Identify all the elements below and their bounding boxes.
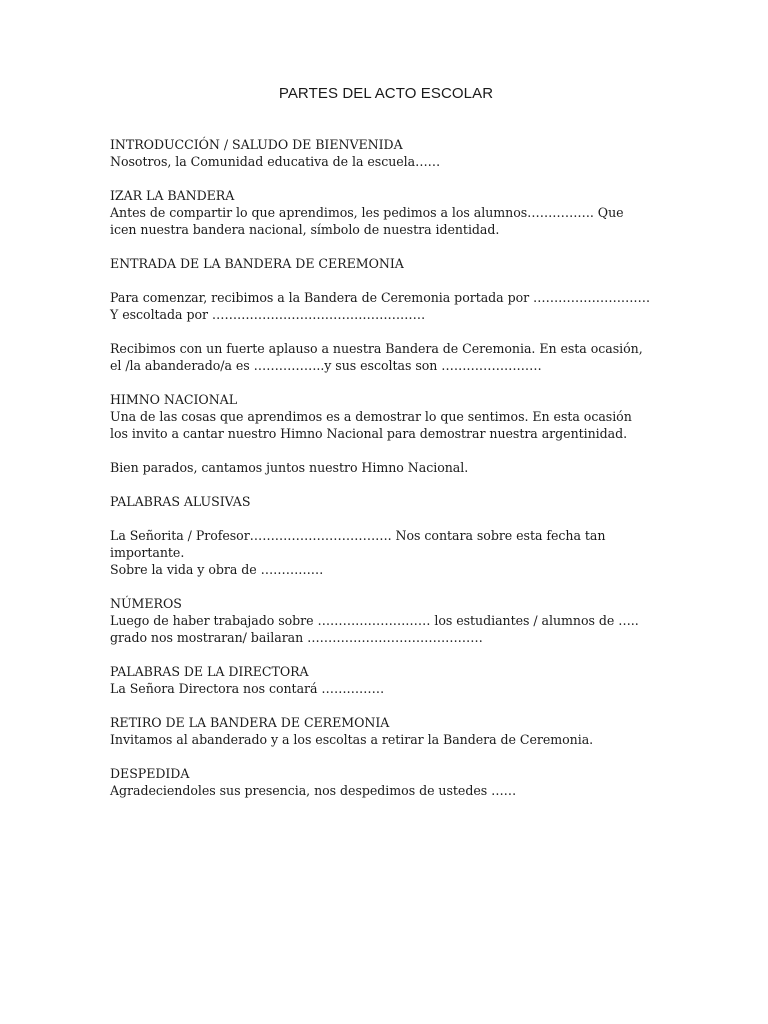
paragraph-line: icen nuestra bandera nacional, símbolo de nuestra identidad. — [110, 222, 500, 237]
paragraph-line: los invito a cantar nuestro Himno Nacional para demostrar nuestra argentinidad. — [110, 426, 628, 441]
section-heading: ENTRADA DE LA BANDERA DE CEREMONIA — [110, 256, 404, 271]
section-heading: NÚMEROS — [110, 596, 182, 611]
paragraph-bien-parados — [110, 459, 670, 476]
paragraph-line: La Señora Directora nos contará …………… — [110, 681, 385, 696]
section-heading: IZAR LA BANDERA — [110, 188, 235, 203]
paragraph-recibimos — [110, 340, 670, 374]
section-entrada-bandera — [110, 255, 670, 323]
section-palabras-alusivas — [110, 493, 670, 578]
paragraph-line: Bien parados, cantamos juntos nuestro Himno Nacional. — [110, 460, 469, 475]
blank-line — [110, 272, 670, 289]
paragraph-line: Luego de haber trabajado sobre ……………………… los estudiantes / alumnos de ….. — [110, 613, 639, 628]
section-heading: RETIRO DE LA BANDERA DE CEREMONIA — [110, 715, 390, 730]
paragraph-line: Agradeciendoles sus presencia, nos despedimos de ustedes …… — [110, 783, 517, 798]
section-heading: INTRODUCCIÓN / SALUDO DE BIENVENIDA — [110, 137, 403, 152]
section-despedida — [110, 765, 670, 799]
paragraph-line: Sobre la vida y obra de …………… — [110, 562, 324, 577]
paragraph-line: el /la abanderado/a es ……………..y sus escoltas son …………………… — [110, 358, 542, 373]
paragraph-line: Y escoltada por …………………………………………… — [110, 307, 426, 322]
section-heading: HIMNO NACIONAL — [110, 392, 238, 407]
section-heading: PALABRAS ALUSIVAS — [110, 494, 251, 509]
paragraph-line: La Señorita / Profesor……………………………. Nos contara sobre esta fecha tan — [110, 528, 606, 543]
blank-line — [110, 510, 670, 527]
paragraph-line: Recibimos con un fuerte aplauso a nuestra Bandera de Ceremonia. En esta ocasión, — [110, 341, 643, 356]
paragraph-line: Antes de compartir lo que aprendimos, les pedimos a los alumnos……………. Que — [110, 205, 624, 220]
section-himno-nacional — [110, 391, 670, 442]
paragraph-line: Una de las cosas que aprendimos es a demostrar lo que sentimos. En esta ocasión — [110, 409, 632, 424]
section-izar-bandera — [110, 187, 670, 238]
paragraph-line: grado nos mostraran/ bailaran …………………………………… — [110, 630, 483, 645]
paragraph-line: Invitamos al abanderado y a los escoltas a retirar la Bandera de Ceremonia. — [110, 732, 594, 747]
section-heading: DESPEDIDA — [110, 766, 190, 781]
paragraph-line: Nosotros, la Comunidad educativa de la escuela…… — [110, 154, 441, 169]
section-numeros — [110, 595, 670, 646]
section-introduccion — [110, 136, 670, 170]
section-heading: PALABRAS DE LA DIRECTORA — [110, 664, 309, 679]
section-palabras-directora — [110, 663, 670, 697]
section-retiro-bandera — [110, 714, 670, 748]
paragraph-line: importante. — [110, 545, 185, 560]
document-title: PARTES DEL ACTO ESCOLAR — [278, 85, 494, 102]
paragraph-line: Para comenzar, recibimos a la Bandera de Ceremonia portada por ………………………. — [110, 290, 650, 305]
document-body — [110, 136, 670, 799]
